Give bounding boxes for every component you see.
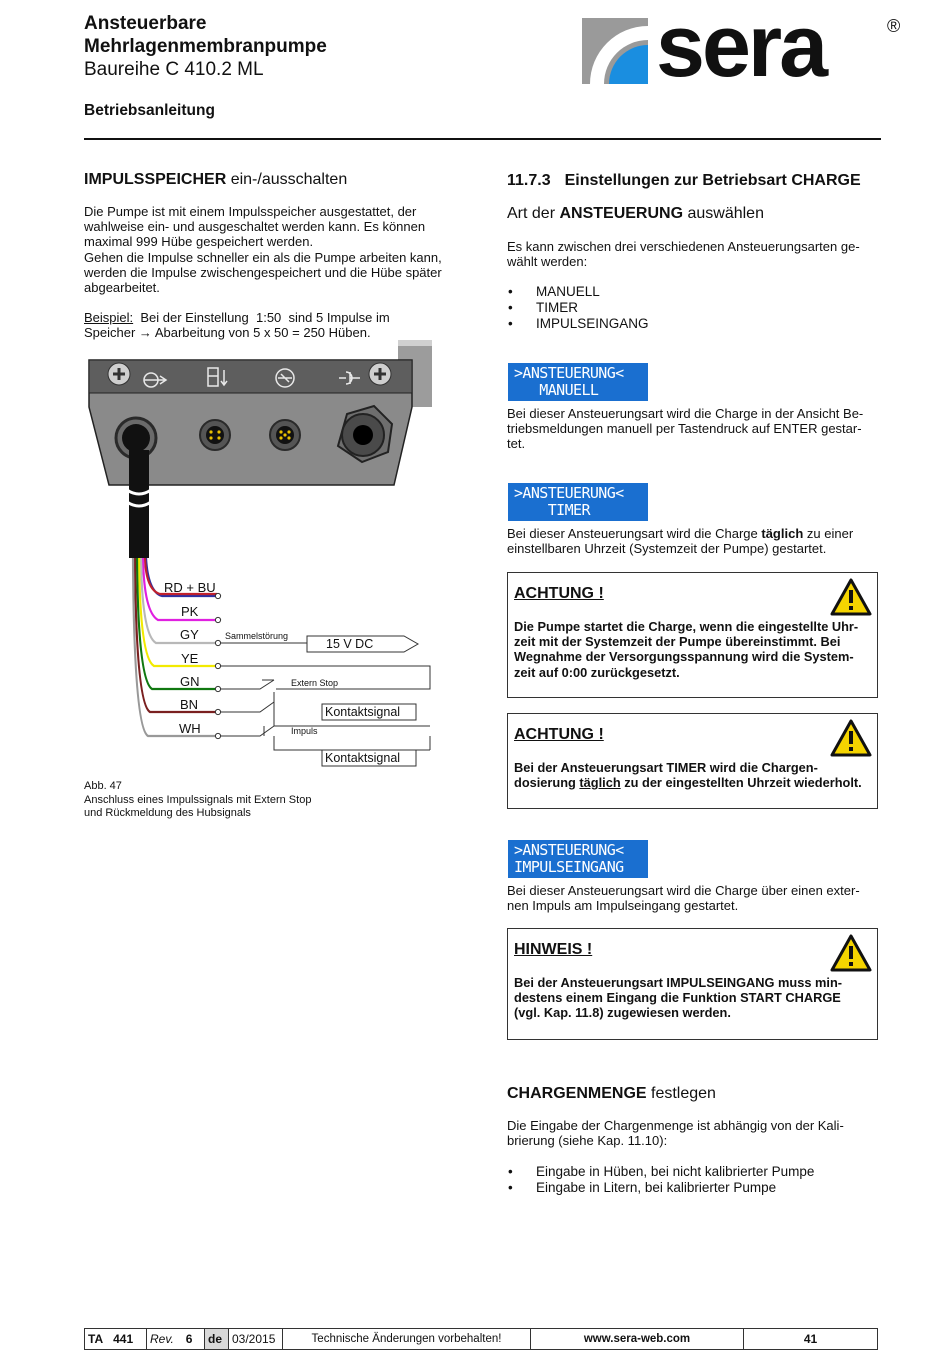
label-15v-dc: 15 V DC <box>326 637 374 651</box>
footer-rev <box>147 1329 205 1349</box>
title-line-2: Mehrlagenmembranpumpe <box>84 36 327 57</box>
timer-text-bold: täglich <box>761 526 804 541</box>
logo-text: sera <box>656 0 826 95</box>
wire-label-pk: PK <box>181 604 199 619</box>
lcd-line: >ANSTEUERUNG< <box>514 484 624 502</box>
text-line: werden die Impulse zwischengespeichert und die Hübe später <box>84 264 442 280</box>
lcd-display-timer <box>508 483 648 521</box>
heading-rest: ein-/ausschalten <box>226 171 348 188</box>
heading-bold: CHARGENMENGE <box>507 1085 647 1102</box>
list-item: • Eingabe in Hüben, bei nicht kalibrierter Pumpe <box>507 1164 814 1180</box>
example-paragraph <box>84 310 474 340</box>
page-footer <box>84 1328 878 1350</box>
text-line: Wegnahme der Versorgungsspannung wird die System- <box>514 649 854 665</box>
footer-website: www.sera-web.com <box>531 1329 744 1349</box>
wire-label-ye: YE <box>181 651 199 666</box>
text-line: Bei dieser Ansteuerungsart wird die Charge in der Ansicht Be- <box>507 406 864 421</box>
hint-box <box>507 928 878 1040</box>
list-item: • TIMER <box>507 300 649 316</box>
section-heading <box>507 172 861 190</box>
hint-warning-icon <box>830 934 872 972</box>
text-underlined: täglich <box>579 775 621 791</box>
warning-text <box>514 619 871 680</box>
warning-title: ACHTUNG ! <box>514 726 604 743</box>
caption-line: Abb. 47 <box>84 780 122 792</box>
label-sammelstoerung: Sammelstörung <box>225 631 289 641</box>
chargenmenge-heading <box>507 1085 716 1103</box>
text-line: triebsmeldungen manuell per Tastendruck auf ENTER gestar- <box>507 421 862 437</box>
hint-title: HINWEIS ! <box>514 941 593 958</box>
heading-rest: festlegen <box>646 1085 716 1102</box>
warning-text <box>514 760 871 790</box>
sub-post: auswählen <box>683 205 764 222</box>
example-label: Beispiel: <box>84 310 134 325</box>
timer-text-pre: Bei dieser Ansteuerungsart wird die Charge <box>507 526 762 541</box>
header-divider <box>84 138 881 140</box>
logo-registered-mark: ® <box>887 16 901 36</box>
impulseingang-text <box>507 883 860 913</box>
chargenmenge-text <box>507 1118 844 1148</box>
label-extern-stop: Extern Stop <box>291 678 339 688</box>
lcd-line: >ANSTEUERUNG< <box>514 364 624 382</box>
title-line-1: Ansteuerbare <box>84 13 207 34</box>
footer-rev-label: Rev. <box>150 1332 174 1346</box>
lcd-line: TIMER <box>514 501 590 519</box>
impulsspeicher-heading <box>84 171 347 189</box>
text-line: Bei der Ansteuerungsart TIMER wird die Chargen- <box>514 760 818 775</box>
caption-line: Anschluss eines Impulssignals mit Extern Stop <box>84 793 312 806</box>
page-number: 41 <box>803 1332 818 1346</box>
timer-text <box>507 526 853 556</box>
heading-bold: IMPULSSPEICHER <box>84 171 227 188</box>
section-number: 11.7.3 <box>507 172 551 189</box>
text-line: tet. <box>507 436 526 452</box>
text-line: zeit mit der Systemzeit der Pumpe übereinstimmt. Bei <box>514 634 841 650</box>
example-line-2: Speicher → Abarbeitung von 5 x 50 = 250 Hüben. <box>84 325 371 341</box>
text-post: zu der eingestellten Uhrzeit wiederholt. <box>620 775 862 791</box>
footer-rev-number: 6 <box>185 1332 193 1346</box>
warning-box-2 <box>507 713 878 809</box>
text-line: Bei der Ansteuerungsart IMPULSEINGANG muss min- <box>514 975 843 990</box>
warning-icon <box>830 578 872 616</box>
wire-label-gn: GN <box>180 674 200 689</box>
document-type: Betriebsanleitung <box>84 102 215 119</box>
text-line: wahlweise ein- und ausgeschaltet werden kann. Es können <box>84 219 426 235</box>
wire-label-wh: WH <box>179 721 201 736</box>
footer-notice: Technische Änderungen vorbehalten! <box>283 1329 531 1349</box>
sera-logo <box>582 0 907 95</box>
chargenmenge-list <box>507 1164 814 1196</box>
text-line: Es kann zwischen drei verschiedenen Ansteuerungsarten ge- <box>507 239 860 254</box>
text-line: wählt werden: <box>507 254 588 270</box>
impulsspeicher-paragraph <box>84 204 474 295</box>
ansteuerung-intro <box>507 239 860 269</box>
text-pre: dosierung <box>514 775 580 791</box>
text-line: Die Pumpe startet die Charge, wenn die eingestellte Uhr- <box>514 619 859 634</box>
sub-bold: ANSTEUERUNG <box>559 205 684 222</box>
warning-box-1 <box>507 572 878 698</box>
text-line: destens einem Eingang die Funktion START CHARGE <box>514 990 841 1006</box>
connection-diagram <box>84 340 454 770</box>
footer-ta <box>85 1329 147 1349</box>
label-kontaktsignal-1: Kontaktsignal <box>325 705 401 719</box>
list-item: • IMPULSEINGANG <box>507 316 649 332</box>
series-name: Baureihe C 410.2 ML <box>84 59 264 80</box>
timer-text-post: zu einer <box>803 526 854 541</box>
connection-diagram-graphic <box>84 340 454 770</box>
text-line: Die Eingabe der Chargenmenge ist abhängig von der Kali- <box>507 1118 844 1133</box>
document-title <box>84 12 327 81</box>
text-line: (vgl. Kap. 11.8) zugewiesen werden. <box>514 1005 731 1021</box>
lcd-display-impulseingang <box>508 840 648 878</box>
text-line: maximal 999 Hübe gespeichert werden. <box>84 234 314 250</box>
text-line: Bei dieser Ansteuerungsart wird die Charge über einen exter- <box>507 883 860 898</box>
text-line: nen Impuls am Impulseingang gestartet. <box>507 898 739 914</box>
sub-pre: Art der <box>507 205 560 222</box>
warning-icon <box>830 719 872 757</box>
manuell-text <box>507 406 863 452</box>
footer-lang: de <box>205 1329 229 1349</box>
section-title: Einstellungen zur Betriebsart CHARGE <box>564 172 861 189</box>
wire-label-bn: BN <box>180 697 199 712</box>
list-item: • Eingabe in Litern, bei kalibrierter Pumpe <box>507 1180 814 1196</box>
lcd-display-manuell <box>508 363 648 401</box>
text-line: zeit auf 0:00 zurückgesetzt. <box>514 664 680 680</box>
lcd-line: >ANSTEUERUNG< <box>514 841 624 859</box>
text-line: einstellbaren Uhrzeit (Systemzeit der Pumpe) gestartet. <box>507 541 827 557</box>
list-item: • MANUELL <box>507 284 649 300</box>
ansteuerung-subheading <box>507 205 764 223</box>
hint-text <box>514 975 871 1021</box>
lcd-line: IMPULSEINGANG <box>514 858 624 876</box>
text-line: Die Pumpe ist mit einem Impulsspeicher ausgestattet, der <box>84 204 417 219</box>
footer-date: 03/2015 <box>229 1329 283 1349</box>
wire-label-rd-bu: RD + BU <box>164 580 216 595</box>
text-line: abgearbeitet. <box>84 280 160 296</box>
label-impuls: Impuls <box>291 726 318 736</box>
lcd-line: MANUELL <box>514 381 599 399</box>
text-line: brierung (siehe Kap. 11.10): <box>507 1133 668 1149</box>
footer-ta-label: TA <box>88 1332 104 1346</box>
figure-caption <box>84 780 311 821</box>
caption-line: und Rückmeldung des Hubsignals <box>84 807 251 819</box>
footer-ta-number: 441 <box>113 1332 134 1346</box>
example-line-1: Bei der Einstellung 1:50 sind 5 Impulse im <box>133 310 390 325</box>
text-line: Gehen die Impulse schneller ein als die Pumpe arbeiten kann, <box>84 249 442 265</box>
label-kontaktsignal-2: Kontaktsignal <box>325 751 401 765</box>
wire-label-gy: GY <box>180 627 199 642</box>
warning-title: ACHTUNG ! <box>514 585 604 602</box>
mode-list <box>507 284 649 332</box>
